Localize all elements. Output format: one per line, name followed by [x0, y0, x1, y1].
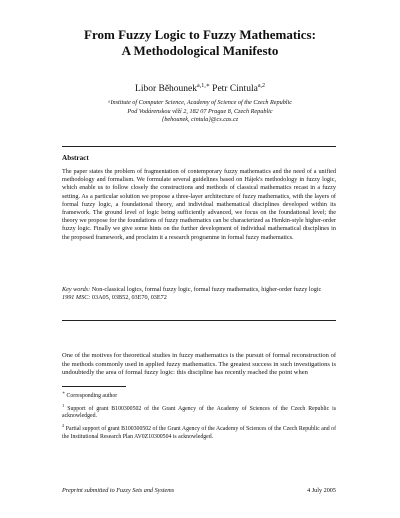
footnotes — [62, 389, 336, 443]
msc-label: 1991 MSC: — [62, 294, 91, 302]
abstract-bottom-rule — [62, 320, 336, 321]
affiliation-line-1: ᵃInstitute of Computer Science, Academy of Science of the Czech Republic — [108, 99, 292, 106]
footnote-2-text: Partial support of grant B100300502 of the Grant Agency of the Academy of Sciences of the Czech Republic and of the Institutional Research Plan AV0Z10300504 is acknowledged. — [62, 426, 336, 440]
keywords-label: Key words: — [62, 286, 91, 293]
keywords-line — [62, 286, 336, 294]
intro-paragraph: One of the motives for theoretical studies in fuzzy mathematics is the pursuit of formal reconstruction of the methods commonly used in applied fuzzy mathematics. The greatest success in such investigations is undoubtedly the area of formal fuzzy logic: this discipline has recently reached the point when — [62, 352, 336, 377]
affiliation-email: {behounek, cintula}@cs.cas.cz — [161, 116, 239, 123]
author-2-name: Petr Cintula — [212, 84, 258, 95]
author-list — [40, 82, 360, 94]
keywords-block — [62, 286, 336, 302]
title-line-2: A Methodological Manifesto — [121, 43, 279, 58]
footnote-2-mark: 2 — [62, 423, 65, 429]
abstract-heading: Abstract — [62, 154, 89, 162]
affiliation — [40, 99, 360, 125]
footnote-corresponding — [62, 389, 336, 401]
footnote-rule — [62, 386, 126, 387]
paper-title — [40, 27, 360, 59]
footer-date: 4 July 2005 — [307, 487, 336, 494]
footnote-star-text: Corresponding author — [66, 392, 118, 399]
abstract-top-rule — [62, 146, 336, 147]
footnote-2 — [62, 422, 336, 442]
footnote-1 — [62, 402, 336, 422]
msc-codes: 03A05, 03B52, 03E70, 03E72 — [91, 294, 167, 302]
footnote-star-mark: ∗ — [62, 390, 66, 395]
abstract-text: The paper states the problem of fragmentation of contemporary fuzzy mathematics and the need of a unified methodology and formalism. We formulate several guidelines based on Hájek's methodology in fuzzy logic, which enable us to follow closely the constructions and methods of classical mathematics recast in a fuzzy setting. As a particular solution we propose a three-layer architecture of fuzzy mathematics, with the layers of formal fuzzy logic, a foundational theory, and individual mathematical disciplines developed within its framework. The ground level of logic being sufficiently advanced, we focus on the foundational level; the theory we propose for the foundations of fuzzy mathematics can be characterized as Henkin-style higher-order fuzzy logic. Finally we give some hints on the further development of individual mathematical disciplines in the proposed framework, and proclaim it a research programme in formal fuzzy mathematics. — [62, 168, 336, 241]
affiliation-line-2: Pod Vodárenskou věží 2, 182 07 Prague 8, Czech Republic — [127, 107, 273, 115]
footnote-1-mark: 1 — [62, 402, 65, 408]
author-2-marks: a,2 — [257, 83, 265, 89]
footer-preprint-note: Preprint submitted to Fuzzy Sets and Systems — [62, 487, 175, 494]
msc-line — [62, 294, 336, 302]
title-line-1: From Fuzzy Logic to Fuzzy Mathematics: — [84, 27, 316, 42]
footnote-1-text: Support of grant B100300502 of the Grant Agency of the Academy of Sciences of the Czech Republic is acknowledged. — [62, 405, 337, 420]
author-1-marks: a,1,∗ — [197, 83, 210, 89]
keywords-text: Non-classical logics, formal fuzzy logic, formal fuzzy mathematics, higher-order fuzzy logic — [91, 286, 322, 293]
author-1-name: Libor Běhounek — [135, 84, 198, 95]
